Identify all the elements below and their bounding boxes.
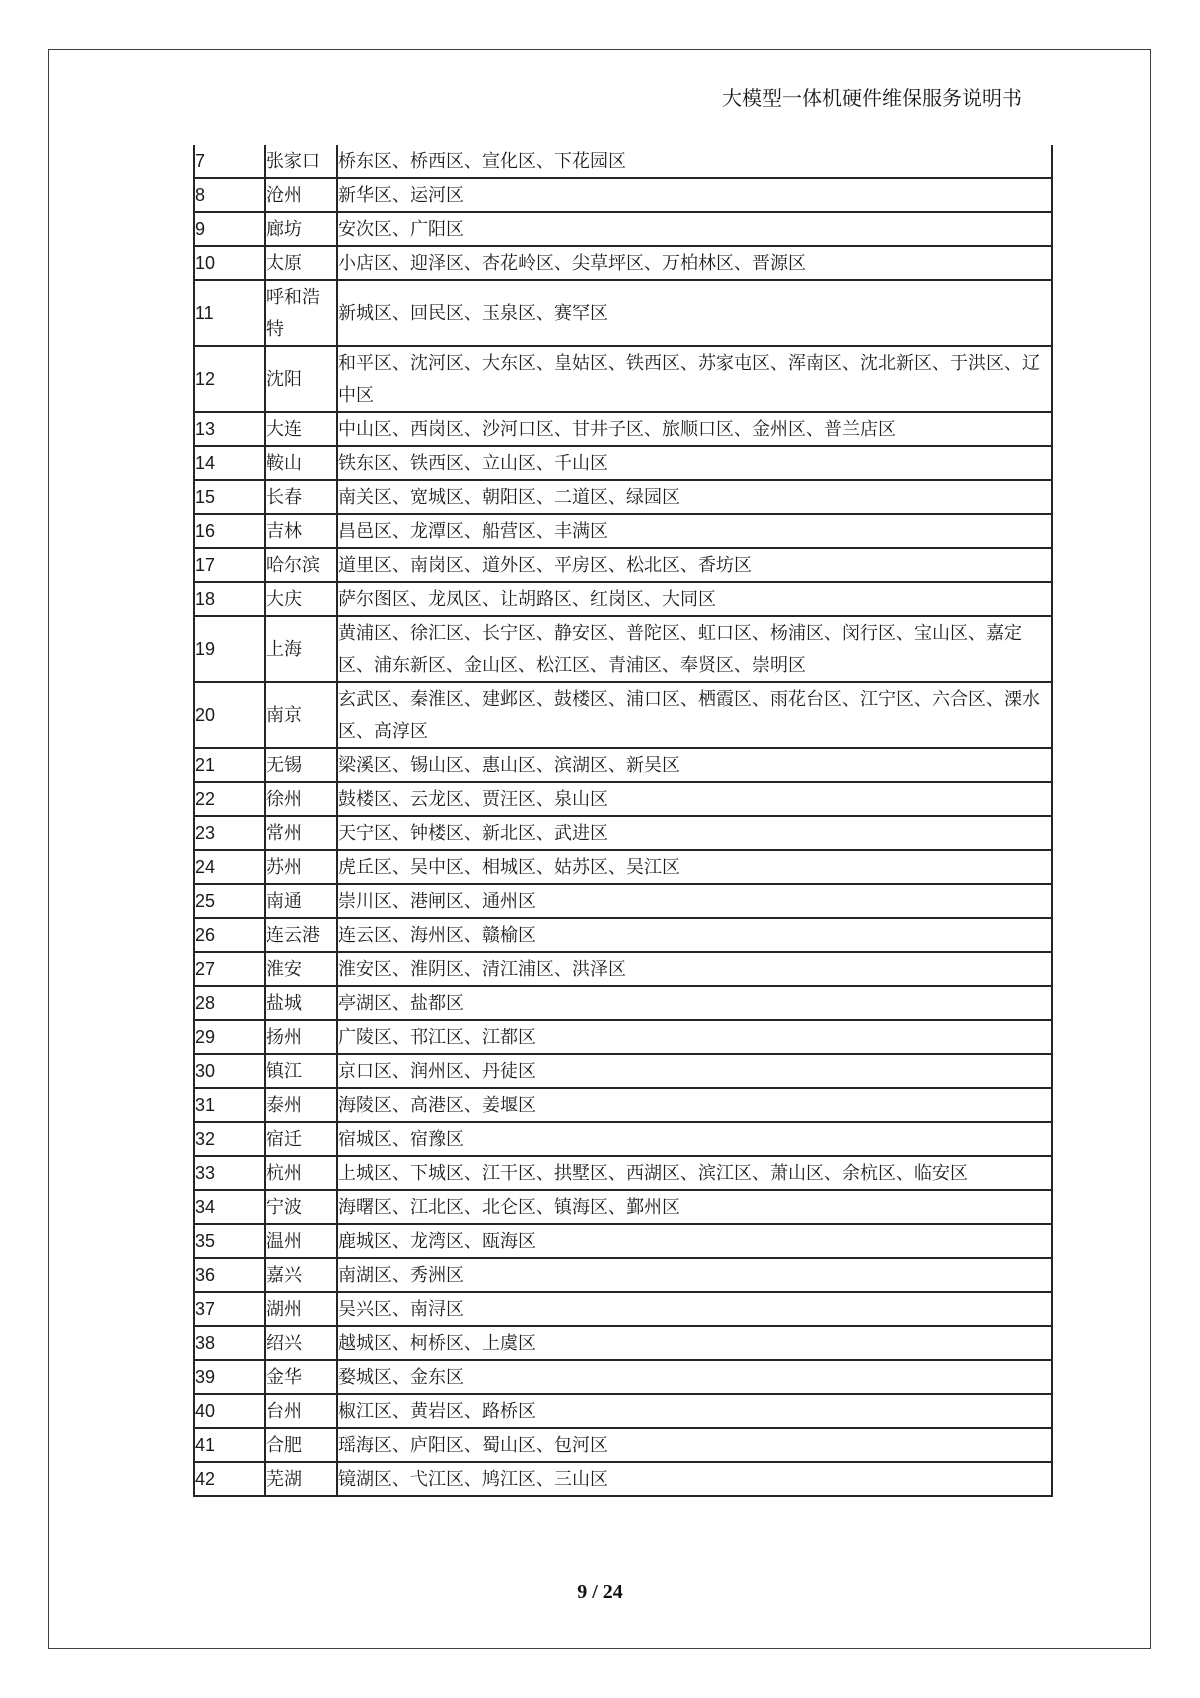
row-index-cell: 9 [194,212,265,246]
row-index-cell: 36 [194,1258,265,1292]
districts-cell: 吴兴区、南浔区 [337,1292,1052,1326]
table-row [194,1190,1052,1224]
row-index-cell: 22 [194,782,265,816]
city-cell: 沈阳 [265,346,337,412]
row-index-cell: 28 [194,986,265,1020]
row-index-cell: 7 [194,145,265,178]
table-row [194,145,1052,178]
city-cell: 绍兴 [265,1326,337,1360]
city-cell: 杭州 [265,1156,337,1190]
city-cell: 廊坊 [265,212,337,246]
districts-cell: 崇川区、港闸区、通州区 [337,884,1052,918]
row-index-cell: 26 [194,918,265,952]
table-row [194,412,1052,446]
city-cell: 泰州 [265,1088,337,1122]
city-cell: 台州 [265,1394,337,1428]
table-row [194,918,1052,952]
city-cell: 沧州 [265,178,337,212]
table-row [194,1088,1052,1122]
city-cell: 南通 [265,884,337,918]
districts-cell: 椒江区、黄岩区、路桥区 [337,1394,1052,1428]
districts-cell: 鹿城区、龙湾区、瓯海区 [337,1224,1052,1258]
districts-cell: 梁溪区、锡山区、惠山区、滨湖区、新吴区 [337,748,1052,782]
row-index-cell: 31 [194,1088,265,1122]
row-index-cell: 38 [194,1326,265,1360]
districts-cell: 瑶海区、庐阳区、蜀山区、包河区 [337,1428,1052,1462]
row-index-cell: 12 [194,346,265,412]
row-index-cell: 40 [194,1394,265,1428]
districts-cell: 和平区、沈河区、大东区、皇姑区、铁西区、苏家屯区、浑南区、沈北新区、于洪区、辽中区 [337,346,1052,412]
row-index-cell: 33 [194,1156,265,1190]
row-index-cell: 18 [194,582,265,616]
table-row [194,884,1052,918]
city-cell: 长春 [265,480,337,514]
city-cell: 苏州 [265,850,337,884]
city-cell: 扬州 [265,1020,337,1054]
row-index-cell: 16 [194,514,265,548]
districts-cell: 海陵区、高港区、姜堰区 [337,1088,1052,1122]
districts-cell: 安次区、广阳区 [337,212,1052,246]
city-cell: 镇江 [265,1054,337,1088]
row-index-cell: 20 [194,682,265,748]
table-row [194,816,1052,850]
table-row [194,1156,1052,1190]
city-cell: 湖州 [265,1292,337,1326]
table-row [194,548,1052,582]
table-row [194,782,1052,816]
districts-cell: 天宁区、钟楼区、新北区、武进区 [337,816,1052,850]
districts-cell: 婺城区、金东区 [337,1360,1052,1394]
city-cell: 哈尔滨 [265,548,337,582]
row-index-cell: 25 [194,884,265,918]
row-index-cell: 14 [194,446,265,480]
row-index-cell: 29 [194,1020,265,1054]
city-cell: 合肥 [265,1428,337,1462]
city-district-table [193,145,1053,1497]
city-cell: 淮安 [265,952,337,986]
districts-cell: 虎丘区、吴中区、相城区、姑苏区、吴江区 [337,850,1052,884]
table-row [194,1394,1052,1428]
table-row [194,480,1052,514]
table-row [194,682,1052,748]
city-cell: 温州 [265,1224,337,1258]
row-index-cell: 21 [194,748,265,782]
row-index-cell: 17 [194,548,265,582]
row-index-cell: 24 [194,850,265,884]
page-header-title: 大模型一体机硬件维保服务说明书 [722,88,1022,110]
districts-cell: 淮安区、淮阴区、清江浦区、洪泽区 [337,952,1052,986]
table-row [194,246,1052,280]
row-index-cell: 10 [194,246,265,280]
districts-cell: 海曙区、江北区、北仑区、镇海区、鄞州区 [337,1190,1052,1224]
districts-cell: 桥东区、桥西区、宣化区、下花园区 [337,145,1052,178]
districts-cell: 新城区、回民区、玉泉区、赛罕区 [337,280,1052,346]
districts-cell: 镜湖区、弋江区、鸠江区、三山区 [337,1462,1052,1496]
table-row [194,1292,1052,1326]
districts-cell: 黄浦区、徐汇区、长宁区、静安区、普陀区、虹口区、杨浦区、闵行区、宝山区、嘉定区、浦东新区、金山区、松江区、青浦区、奉贤区、崇明区 [337,616,1052,682]
city-cell: 无锡 [265,748,337,782]
city-cell: 张家口 [265,145,337,178]
districts-cell: 萨尔图区、龙凤区、让胡路区、红岗区、大同区 [337,582,1052,616]
districts-cell: 中山区、西岗区、沙河口区、甘井子区、旅顺口区、金州区、普兰店区 [337,412,1052,446]
table-row [194,850,1052,884]
row-index-cell: 37 [194,1292,265,1326]
row-index-cell: 30 [194,1054,265,1088]
row-index-cell: 34 [194,1190,265,1224]
row-index-cell: 13 [194,412,265,446]
districts-cell: 鼓楼区、云龙区、贾汪区、泉山区 [337,782,1052,816]
districts-cell: 道里区、南岗区、道外区、平房区、松北区、香坊区 [337,548,1052,582]
table-row [194,346,1052,412]
table-row [194,582,1052,616]
city-cell: 连云港 [265,918,337,952]
table-body [194,145,1052,1496]
city-cell: 金华 [265,1360,337,1394]
row-index-cell: 11 [194,280,265,346]
table-row [194,1326,1052,1360]
table-row [194,1360,1052,1394]
city-cell: 大庆 [265,582,337,616]
districts-cell: 宿城区、宿豫区 [337,1122,1052,1156]
city-cell: 鞍山 [265,446,337,480]
row-index-cell: 41 [194,1428,265,1462]
row-index-cell: 39 [194,1360,265,1394]
city-cell: 太原 [265,246,337,280]
table-row [194,1462,1052,1496]
row-index-cell: 42 [194,1462,265,1496]
districts-cell: 广陵区、邗江区、江都区 [337,1020,1052,1054]
districts-cell: 小店区、迎泽区、杏花岭区、尖草坪区、万柏林区、晋源区 [337,246,1052,280]
table-row [194,446,1052,480]
row-index-cell: 23 [194,816,265,850]
districts-cell: 连云区、海州区、赣榆区 [337,918,1052,952]
row-index-cell: 27 [194,952,265,986]
table-row [194,1258,1052,1292]
row-index-cell: 35 [194,1224,265,1258]
city-cell: 宁波 [265,1190,337,1224]
districts-cell: 南关区、宽城区、朝阳区、二道区、绿园区 [337,480,1052,514]
row-index-cell: 15 [194,480,265,514]
city-cell: 呼和浩特 [265,280,337,346]
table-row [194,1428,1052,1462]
districts-cell: 上城区、下城区、江干区、拱墅区、西湖区、滨江区、萧山区、余杭区、临安区 [337,1156,1052,1190]
city-cell: 嘉兴 [265,1258,337,1292]
city-cell: 宿迁 [265,1122,337,1156]
table-row [194,280,1052,346]
districts-cell: 昌邑区、龙潭区、船营区、丰满区 [337,514,1052,548]
table-row [194,952,1052,986]
row-index-cell: 32 [194,1122,265,1156]
row-index-cell: 8 [194,178,265,212]
table-row [194,1122,1052,1156]
table-row [194,1054,1052,1088]
city-cell: 盐城 [265,986,337,1020]
districts-cell: 越城区、柯桥区、上虞区 [337,1326,1052,1360]
table-row [194,178,1052,212]
table-row [194,748,1052,782]
city-cell: 大连 [265,412,337,446]
city-cell: 芜湖 [265,1462,337,1496]
table-row [194,986,1052,1020]
districts-cell: 玄武区、秦淮区、建邺区、鼓楼区、浦口区、栖霞区、雨花台区、江宁区、六合区、溧水区、高淳区 [337,682,1052,748]
city-cell: 徐州 [265,782,337,816]
table-row [194,616,1052,682]
city-cell: 上海 [265,616,337,682]
row-index-cell: 19 [194,616,265,682]
districts-cell: 铁东区、铁西区、立山区、千山区 [337,446,1052,480]
city-cell: 常州 [265,816,337,850]
city-cell: 南京 [265,682,337,748]
table-row [194,212,1052,246]
districts-cell: 亭湖区、盐都区 [337,986,1052,1020]
table-row [194,514,1052,548]
districts-cell: 新华区、运河区 [337,178,1052,212]
city-cell: 吉林 [265,514,337,548]
table-row [194,1020,1052,1054]
districts-cell: 京口区、润州区、丹徒区 [337,1054,1052,1088]
table-row [194,1224,1052,1258]
page-number: 9 / 24 [577,1581,623,1603]
districts-cell: 南湖区、秀洲区 [337,1258,1052,1292]
